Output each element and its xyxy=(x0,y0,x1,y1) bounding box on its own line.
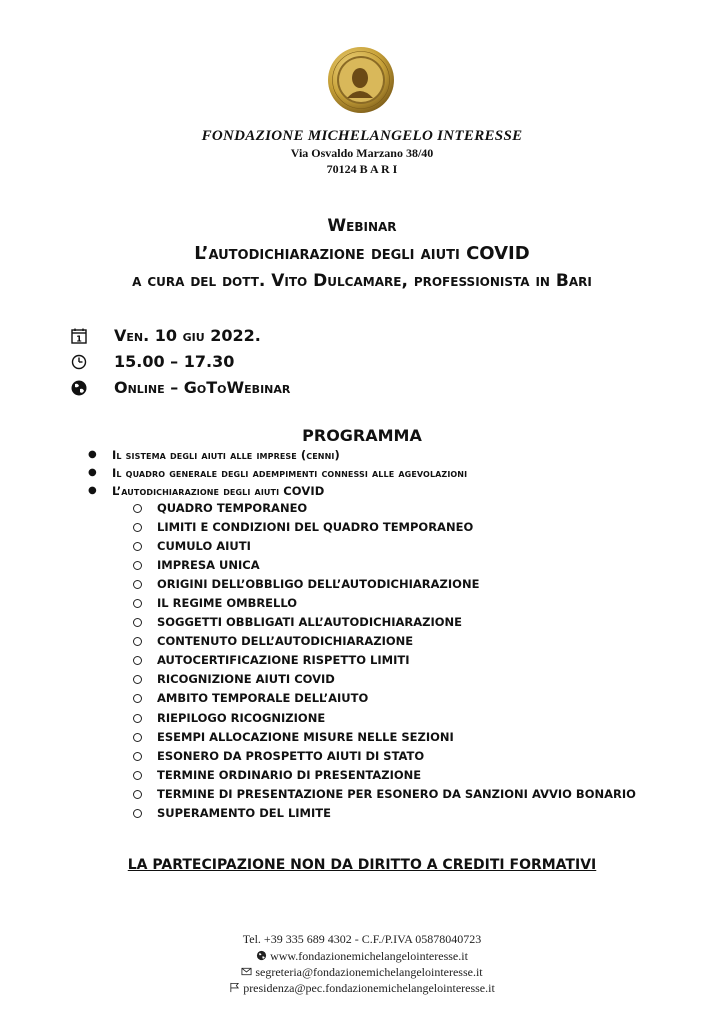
organization-address-street: Via Osvaldo Marzano 38/40 xyxy=(290,146,434,160)
organization-address-city: 70124 B A R I xyxy=(326,162,398,176)
title-topic: L’autodichiarazione degli aiuti COVID xyxy=(194,243,530,264)
globe-icon xyxy=(70,379,88,397)
programma-heading: PROGRAMMA xyxy=(302,426,422,445)
organization-name: FONDAZIONE MICHELANGELO INTERESSE xyxy=(201,128,523,144)
event-platform-row xyxy=(70,378,290,397)
title-webinar: Webinar xyxy=(327,216,397,236)
globe-icon xyxy=(256,950,267,961)
footer-pec-row xyxy=(0,981,724,996)
event-date-row xyxy=(70,326,261,345)
event-time: 15.00 – 17.30 xyxy=(114,352,235,371)
title-speaker: a cura del dott. Vito Dulcamare, professionista in Bari xyxy=(132,271,592,291)
footer-email-link[interactable]: segreteria@fondazionemichelangelointeresse.it xyxy=(255,965,483,979)
envelope-icon xyxy=(241,966,252,977)
footer-website-link[interactable]: www.fondazionemichelangelointeresse.it xyxy=(270,949,468,963)
calendar-icon xyxy=(70,327,88,345)
footer-contacts: Tel. +39 335 689 4302 - C.F./P.IVA 05878040723 xyxy=(242,932,482,946)
event-platform: Online – GoToWebinar xyxy=(114,378,291,397)
footer-email-row xyxy=(0,965,724,980)
foundation-logo-seal xyxy=(327,46,395,114)
svg-text:1: 1 xyxy=(76,334,82,343)
credits-notice: LA PARTECIPAZIONE NON DA DIRITTO A CREDITI FORMATIVI xyxy=(127,857,597,873)
flag-icon xyxy=(229,982,240,993)
event-time-row xyxy=(70,352,234,371)
event-date: Ven. 10 giu 2022. xyxy=(114,326,261,345)
clock-icon xyxy=(70,353,88,371)
footer-pec-link[interactable]: presidenza@pec.fondazionemichelangelointeresse.it xyxy=(243,981,495,995)
footer-website-row xyxy=(0,949,724,964)
